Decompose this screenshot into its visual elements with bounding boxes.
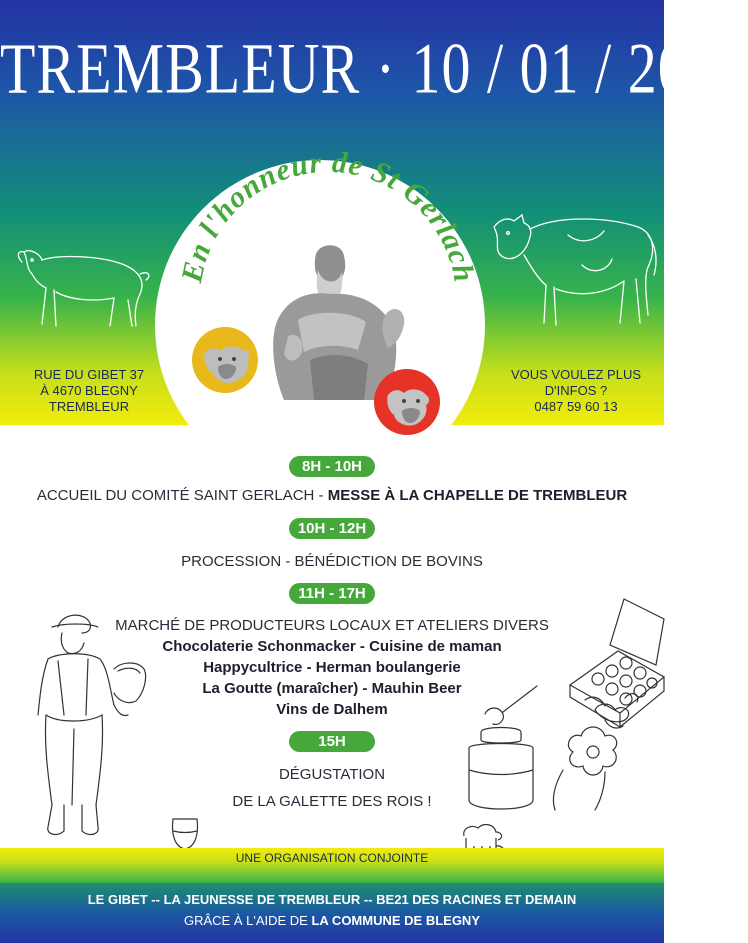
- thanks-prefix: GRÂCE À L'AIDE DE: [184, 913, 312, 928]
- page-title: TREMBLEUR · 10 / 01 / 2026: [0, 27, 748, 109]
- vendor-line: La Goutte (maraîcher) - Mauhin Beer: [202, 680, 462, 697]
- organisation-label: UNE ORGANISATION CONJOINTE: [235, 851, 429, 865]
- time-badge: 8H - 10H: [289, 456, 375, 477]
- info-line: D'INFOS ?: [544, 383, 608, 398]
- time-badge: 11H - 17H: [289, 583, 375, 604]
- arc-title-text: En l'honneur de St Gerlach: [175, 145, 481, 286]
- program-text: ACCUEIL DU COMITÉ SAINT GERLACH -: [36, 487, 328, 504]
- cow-head-icon: [374, 369, 440, 435]
- program-line: MARCHÉ DE PRODUCTEURS LOCAUX ET ATELIERS DIVERS: [115, 617, 549, 634]
- address-line: RUE DU GIBET 37: [33, 367, 145, 382]
- partners-line: LE GIBET -- LA JEUNESSE DE TREMBLEUR -- BE21 DES RACINES ET DEMAIN: [87, 892, 577, 907]
- time-badge: 15H: [289, 731, 375, 752]
- program-bold-text: MESSE À LA CHAPELLE DE TREMBLEUR: [327, 487, 628, 504]
- program-line: DÉGUSTATION: [278, 766, 386, 783]
- honey-jar-line-art: [455, 680, 645, 820]
- cow-head-icon: [192, 327, 258, 393]
- yellow-cow-medal: [192, 327, 258, 393]
- commune-name: LA COMMUNE DE BLEGNY: [311, 913, 480, 928]
- thanks-line: [0, 913, 664, 928]
- program-line: PROCESSION - BÉNÉDICTION DE BOVINS: [181, 553, 483, 570]
- farmer-line-art: [18, 605, 158, 845]
- address-line: À 4670 BLEGNY: [40, 383, 138, 398]
- address-line: TREMBLEUR: [48, 399, 130, 414]
- program-line: [0, 487, 664, 504]
- info-line: VOUS VOULEZ PLUS: [510, 367, 642, 382]
- time-badge: 10H - 12H: [289, 518, 375, 539]
- phone-number: 0487 59 60 13: [534, 399, 618, 414]
- address-block: [14, 367, 164, 415]
- program-line: DE LA GALETTE DES ROIS !: [232, 793, 432, 810]
- info-block: [496, 367, 656, 415]
- vendor-line: Vins de Dalhem: [276, 701, 388, 718]
- red-cow-medal: [374, 369, 440, 435]
- vendor-line: Happycultrice - Herman boulangerie: [203, 659, 461, 676]
- vendor-line: Chocolaterie Schonmacker - Cuisine de maman: [162, 638, 502, 655]
